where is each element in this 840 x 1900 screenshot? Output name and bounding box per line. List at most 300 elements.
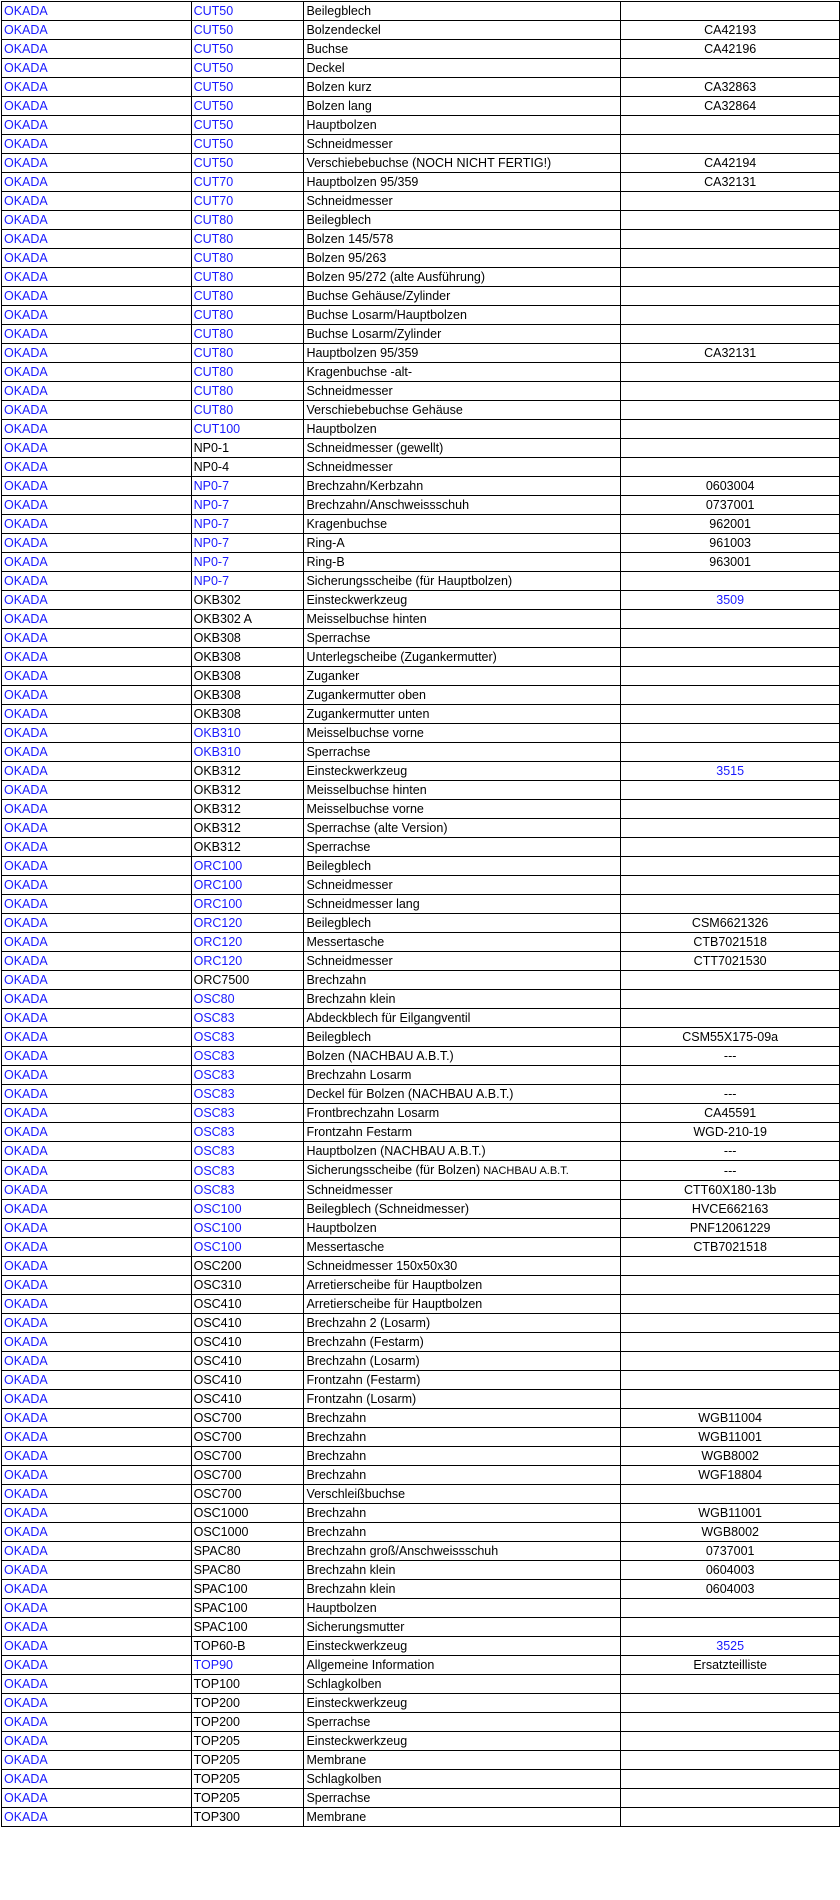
part-name: Deckel für Bolzen (NACHBAU A.B.T.) — [306, 1087, 514, 1101]
table-row — [2, 477, 840, 496]
model-cell: OKB302 A — [191, 610, 304, 629]
part-name-cell — [304, 1161, 621, 1181]
maker-link[interactable]: OKADA — [2, 1104, 192, 1123]
part-name-cell — [304, 439, 621, 458]
parts-table — [1, 1, 840, 1827]
maker-link[interactable]: OKADA — [2, 1580, 192, 1599]
part-name: Hauptbolzen — [306, 422, 377, 436]
reference-cell — [621, 135, 840, 154]
maker-link[interactable]: OKADA — [2, 97, 192, 116]
maker-link[interactable]: OKADA — [2, 40, 192, 59]
model-link[interactable]: OSC83 — [191, 1066, 304, 1085]
part-name: Buchse — [306, 42, 349, 56]
maker-link[interactable]: OKADA — [2, 1123, 192, 1142]
maker-link[interactable]: OKADA — [2, 705, 192, 724]
maker-link[interactable]: OKADA — [2, 743, 192, 762]
model-cell: OSC200 — [191, 1257, 304, 1276]
model-cell: TOP205 — [191, 1751, 304, 1770]
part-name: Brechzahn — [306, 1411, 367, 1425]
model-link[interactable]: CUT80 — [191, 344, 304, 363]
table-row — [2, 1599, 840, 1618]
maker-link[interactable]: OKADA — [2, 230, 192, 249]
model-link[interactable]: CUT50 — [191, 97, 304, 116]
maker-link[interactable]: OKADA — [2, 1618, 192, 1637]
table-row — [2, 971, 840, 990]
reference-cell: --- — [621, 1161, 840, 1181]
part-name: Buchse Gehäuse/Zylinder — [306, 289, 451, 303]
model-link[interactable]: CUT50 — [191, 40, 304, 59]
maker-link[interactable]: OKADA — [2, 1561, 192, 1580]
maker-link[interactable]: OKADA — [2, 458, 192, 477]
table-row — [2, 1789, 840, 1808]
table-row — [2, 1276, 840, 1295]
part-name-cell — [304, 705, 621, 724]
maker-link[interactable]: OKADA — [2, 990, 192, 1009]
maker-link[interactable]: OKADA — [2, 781, 192, 800]
part-name-cell — [304, 1542, 621, 1561]
reference-cell — [621, 857, 840, 876]
model-link[interactable]: CUT50 — [191, 116, 304, 135]
table-row — [2, 1466, 840, 1485]
maker-link[interactable]: OKADA — [2, 21, 192, 40]
model-link[interactable]: CUT80 — [191, 211, 304, 230]
reference-cell — [621, 1713, 840, 1732]
model-link[interactable]: CUT70 — [191, 192, 304, 211]
part-name: Deckel — [306, 61, 345, 75]
maker-link[interactable]: OKADA — [2, 553, 192, 572]
part-name-cell — [304, 591, 621, 610]
reference-cell — [621, 1732, 840, 1751]
model-link[interactable]: NP0-7 — [191, 534, 304, 553]
model-link[interactable]: OKB310 — [191, 743, 304, 762]
model-link[interactable]: CUT80 — [191, 363, 304, 382]
maker-link[interactable]: OKADA — [2, 610, 192, 629]
maker-link[interactable]: OKADA — [2, 1523, 192, 1542]
model-cell: TOP100 — [191, 1675, 304, 1694]
maker-link[interactable]: OKADA — [2, 1314, 192, 1333]
part-name-cell — [304, 496, 621, 515]
table-row — [2, 21, 840, 40]
reference-cell: WGB11001 — [621, 1504, 840, 1523]
model-cell: OKB308 — [191, 705, 304, 724]
reference-cell — [621, 458, 840, 477]
maker-link[interactable]: OKADA — [2, 363, 192, 382]
part-name: Brechzahn Losarm — [306, 1068, 412, 1082]
maker-link[interactable]: OKADA — [2, 1161, 192, 1181]
model-link[interactable]: CUT50 — [191, 59, 304, 78]
reference-cell — [621, 1618, 840, 1637]
maker-link[interactable]: OKADA — [2, 800, 192, 819]
model-link[interactable]: CUT100 — [191, 420, 304, 439]
model-link[interactable]: NP0-7 — [191, 496, 304, 515]
model-link[interactable]: ORC120 — [191, 952, 304, 971]
maker-link[interactable]: OKADA — [2, 135, 192, 154]
maker-link[interactable]: OKADA — [2, 838, 192, 857]
reference-cell — [621, 211, 840, 230]
model-link[interactable]: OSC100 — [191, 1238, 304, 1257]
table-row — [2, 230, 840, 249]
maker-link[interactable]: OKADA — [2, 1713, 192, 1732]
table-row — [2, 1371, 840, 1390]
table-row — [2, 1637, 840, 1656]
maker-link[interactable]: OKADA — [2, 344, 192, 363]
reference-cell: CTB7021518 — [621, 1238, 840, 1257]
table-row — [2, 1713, 840, 1732]
model-link[interactable]: CUT50 — [191, 154, 304, 173]
reference-cell: Ersatzteilliste — [621, 1656, 840, 1675]
maker-link[interactable]: OKADA — [2, 1789, 192, 1808]
model-link[interactable]: CUT50 — [191, 2, 304, 21]
maker-link[interactable]: OKADA — [2, 1808, 192, 1827]
reference-cell: 961003 — [621, 534, 840, 553]
maker-link[interactable]: OKADA — [2, 1009, 192, 1028]
table-row — [2, 572, 840, 591]
reference-cell: CTT60X180-13b — [621, 1181, 840, 1200]
reference-cell — [621, 895, 840, 914]
maker-link[interactable]: OKADA — [2, 401, 192, 420]
maker-link[interactable]: OKADA — [2, 1257, 192, 1276]
maker-link[interactable]: OKADA — [2, 648, 192, 667]
model-link[interactable]: NP0-7 — [191, 553, 304, 572]
reference-cell: 0604003 — [621, 1561, 840, 1580]
table-row — [2, 1028, 840, 1047]
maker-link[interactable]: OKADA — [2, 116, 192, 135]
maker-link[interactable]: OKADA — [2, 895, 192, 914]
maker-link[interactable]: OKADA — [2, 1142, 192, 1161]
part-name: Frontzahn (Festarm) — [306, 1373, 421, 1387]
table-row — [2, 705, 840, 724]
table-row — [2, 1770, 840, 1789]
part-name-cell — [304, 1104, 621, 1123]
part-name: Sicherungsmutter — [306, 1620, 405, 1634]
model-link[interactable]: ORC100 — [191, 895, 304, 914]
part-name-cell — [304, 1675, 621, 1694]
model-link[interactable]: OKB310 — [191, 724, 304, 743]
part-name: Ring-A — [306, 536, 345, 550]
maker-link[interactable]: OKADA — [2, 1085, 192, 1104]
maker-link[interactable]: OKADA — [2, 1542, 192, 1561]
maker-link[interactable]: OKADA — [2, 629, 192, 648]
maker-link[interactable]: OKADA — [2, 1751, 192, 1770]
model-link[interactable]: OSC83 — [191, 1123, 304, 1142]
model-link[interactable]: TOP90 — [191, 1656, 304, 1675]
maker-link[interactable]: OKADA — [2, 173, 192, 192]
reference-cell: CA32864 — [621, 97, 840, 116]
maker-link[interactable]: OKADA — [2, 1028, 192, 1047]
part-name: Einsteckwerkzeug — [306, 1696, 408, 1710]
reference-cell: 0604003 — [621, 1580, 840, 1599]
maker-link[interactable]: OKADA — [2, 382, 192, 401]
model-cell: OKB302 — [191, 591, 304, 610]
part-name: Messertasche — [306, 1240, 385, 1254]
maker-link[interactable]: OKADA — [2, 724, 192, 743]
part-name: Zuganker — [306, 669, 360, 683]
maker-link[interactable]: OKADA — [2, 1656, 192, 1675]
maker-link[interactable]: OKADA — [2, 1599, 192, 1618]
reference-cell — [621, 990, 840, 1009]
maker-link[interactable]: OKADA — [2, 496, 192, 515]
model-link[interactable]: OSC83 — [191, 1104, 304, 1123]
maker-link[interactable]: OKADA — [2, 1200, 192, 1219]
table-row — [2, 192, 840, 211]
part-name-cell — [304, 1599, 621, 1618]
maker-link[interactable]: OKADA — [2, 857, 192, 876]
part-name: Arretierscheibe für Hauptbolzen — [306, 1297, 483, 1311]
maker-link[interactable]: OKADA — [2, 1390, 192, 1409]
reference-cell: CA42193 — [621, 21, 840, 40]
maker-link[interactable]: OKADA — [2, 249, 192, 268]
reference-cell — [621, 1066, 840, 1085]
model-link[interactable]: CUT80 — [191, 230, 304, 249]
reference-cell: 0737001 — [621, 1542, 840, 1561]
part-name-cell — [304, 1047, 621, 1066]
model-cell: OKB308 — [191, 667, 304, 686]
part-name: Zugankermutter unten — [306, 707, 430, 721]
maker-link[interactable]: OKADA — [2, 1181, 192, 1200]
part-name: Brechzahn/Anschweissschuh — [306, 498, 470, 512]
table-row — [2, 1808, 840, 1827]
maker-link[interactable]: OKADA — [2, 268, 192, 287]
reference-cell: CTT7021530 — [621, 952, 840, 971]
maker-link[interactable]: OKADA — [2, 1295, 192, 1314]
model-link[interactable]: CUT80 — [191, 306, 304, 325]
part-name: Verschleißbuchse — [306, 1487, 406, 1501]
part-name: Sperrachse — [306, 631, 371, 645]
maker-link[interactable]: OKADA — [2, 1066, 192, 1085]
reference-cell — [621, 439, 840, 458]
part-name: Schlagkolben — [306, 1677, 382, 1691]
maker-link[interactable]: OKADA — [2, 572, 192, 591]
part-name-cell — [304, 629, 621, 648]
table-row — [2, 1333, 840, 1352]
part-name-cell — [304, 1637, 621, 1656]
maker-link[interactable]: OKADA — [2, 211, 192, 230]
model-cell: OSC310 — [191, 1276, 304, 1295]
table-row — [2, 287, 840, 306]
model-link[interactable]: CUT80 — [191, 382, 304, 401]
maker-link[interactable]: OKADA — [2, 1675, 192, 1694]
table-row — [2, 591, 840, 610]
table-row — [2, 249, 840, 268]
maker-link[interactable]: OKADA — [2, 287, 192, 306]
maker-link[interactable]: OKADA — [2, 325, 192, 344]
reference-cell — [621, 1675, 840, 1694]
maker-link[interactable]: OKADA — [2, 1504, 192, 1523]
maker-link[interactable]: OKADA — [2, 192, 192, 211]
maker-link[interactable]: OKADA — [2, 1047, 192, 1066]
model-link[interactable]: OSC100 — [191, 1200, 304, 1219]
maker-link[interactable]: OKADA — [2, 819, 192, 838]
model-link[interactable]: CUT50 — [191, 135, 304, 154]
maker-link[interactable]: OKADA — [2, 306, 192, 325]
maker-link[interactable]: OKADA — [2, 591, 192, 610]
model-link[interactable]: NP0-7 — [191, 515, 304, 534]
reference-cell: CA32131 — [621, 344, 840, 363]
model-link[interactable]: OSC83 — [191, 1161, 304, 1181]
maker-link[interactable]: OKADA — [2, 1637, 192, 1656]
reference-cell: CA42196 — [621, 40, 840, 59]
maker-link[interactable]: OKADA — [2, 477, 192, 496]
maker-link[interactable]: OKADA — [2, 1694, 192, 1713]
maker-link[interactable]: OKADA — [2, 1238, 192, 1257]
part-name-cell — [304, 192, 621, 211]
table-row — [2, 325, 840, 344]
maker-link[interactable]: OKADA — [2, 1352, 192, 1371]
reference-cell — [621, 648, 840, 667]
maker-link[interactable]: OKADA — [2, 971, 192, 990]
part-name-cell — [304, 534, 621, 553]
model-link[interactable]: ORC100 — [191, 876, 304, 895]
reference-cell — [621, 401, 840, 420]
maker-link[interactable]: OKADA — [2, 1447, 192, 1466]
maker-link[interactable]: OKADA — [2, 1409, 192, 1428]
table-row — [2, 952, 840, 971]
maker-link[interactable]: OKADA — [2, 1466, 192, 1485]
part-name-cell — [304, 173, 621, 192]
reference-cell: CA32131 — [621, 173, 840, 192]
model-cell: TOP300 — [191, 1808, 304, 1827]
maker-link[interactable]: OKADA — [2, 439, 192, 458]
part-name: Beilegblech — [306, 213, 372, 227]
maker-link[interactable]: OKADA — [2, 1770, 192, 1789]
model-link[interactable]: OSC83 — [191, 1142, 304, 1161]
model-link[interactable]: OSC83 — [191, 1009, 304, 1028]
maker-link[interactable]: OKADA — [2, 952, 192, 971]
table-row — [2, 876, 840, 895]
part-name-cell — [304, 1200, 621, 1219]
part-name-cell — [304, 477, 621, 496]
model-link[interactable]: ORC100 — [191, 857, 304, 876]
model-link[interactable]: CUT50 — [191, 21, 304, 40]
part-name-cell — [304, 1428, 621, 1447]
maker-link[interactable]: OKADA — [2, 78, 192, 97]
maker-link[interactable]: OKADA — [2, 1428, 192, 1447]
model-link[interactable]: OSC83 — [191, 1085, 304, 1104]
maker-link[interactable]: OKADA — [2, 1485, 192, 1504]
model-cell: OKB308 — [191, 629, 304, 648]
part-name: Hauptbolzen 95/359 — [306, 346, 419, 360]
part-name-cell — [304, 1523, 621, 1542]
model-link[interactable]: OSC83 — [191, 1047, 304, 1066]
model-link[interactable]: OSC80 — [191, 990, 304, 1009]
part-name: Kragenbuchse -alt- — [306, 365, 413, 379]
part-name: Kragenbuchse — [306, 517, 388, 531]
maker-link[interactable]: OKADA — [2, 59, 192, 78]
maker-link[interactable]: OKADA — [2, 1333, 192, 1352]
part-name: Sicherungsscheibe (für Hauptbolzen) — [306, 574, 513, 588]
table-row — [2, 439, 840, 458]
model-link[interactable]: CUT80 — [191, 325, 304, 344]
reference-cell: WGB8002 — [621, 1523, 840, 1542]
model-link[interactable]: CUT70 — [191, 173, 304, 192]
table-row — [2, 116, 840, 135]
part-name: Bolzen kurz — [306, 80, 372, 94]
part-name: Beilegblech — [306, 4, 372, 18]
maker-link[interactable]: OKADA — [2, 876, 192, 895]
part-name-cell — [304, 1409, 621, 1428]
table-row — [2, 553, 840, 572]
reference-cell: CSM6621326 — [621, 914, 840, 933]
maker-link[interactable]: OKADA — [2, 1732, 192, 1751]
model-link[interactable]: CUT80 — [191, 268, 304, 287]
maker-link[interactable]: OKADA — [2, 420, 192, 439]
reference-link[interactable]: 3509 — [621, 591, 840, 610]
reference-cell — [621, 1314, 840, 1333]
maker-link[interactable]: OKADA — [2, 2, 192, 21]
maker-link[interactable]: OKADA — [2, 154, 192, 173]
model-link[interactable]: OSC100 — [191, 1219, 304, 1238]
part-name-cell — [304, 2, 621, 21]
maker-link[interactable]: OKADA — [2, 762, 192, 781]
part-name-cell — [304, 59, 621, 78]
part-name-cell — [304, 1085, 621, 1104]
model-link[interactable]: ORC120 — [191, 933, 304, 952]
maker-link[interactable]: OKADA — [2, 686, 192, 705]
part-name-cell — [304, 344, 621, 363]
table-row — [2, 1561, 840, 1580]
model-link[interactable]: OSC83 — [191, 1028, 304, 1047]
part-name: Sperrachse — [306, 840, 371, 854]
reference-cell — [621, 1751, 840, 1770]
model-link[interactable]: CUT80 — [191, 249, 304, 268]
part-name: Hauptbolzen (NACHBAU A.B.T.) — [306, 1144, 486, 1158]
model-link[interactable]: NP0-7 — [191, 572, 304, 591]
reference-cell: --- — [621, 1047, 840, 1066]
model-cell: SPAC80 — [191, 1542, 304, 1561]
reference-link[interactable]: 3515 — [621, 762, 840, 781]
maker-link[interactable]: OKADA — [2, 1371, 192, 1390]
table-row — [2, 97, 840, 116]
reference-cell: 962001 — [621, 515, 840, 534]
part-name-cell — [304, 420, 621, 439]
maker-link[interactable]: OKADA — [2, 1219, 192, 1238]
model-link[interactable]: CUT50 — [191, 78, 304, 97]
part-name: Schneidmesser — [306, 137, 393, 151]
model-link[interactable]: ORC120 — [191, 914, 304, 933]
model-cell: SPAC80 — [191, 1561, 304, 1580]
maker-link[interactable]: OKADA — [2, 534, 192, 553]
model-link[interactable]: CUT80 — [191, 401, 304, 420]
part-name: Beilegblech — [306, 1030, 372, 1044]
part-name-cell — [304, 1390, 621, 1409]
reference-cell: PNF12061229 — [621, 1219, 840, 1238]
model-cell: OSC700 — [191, 1428, 304, 1447]
reference-cell: --- — [621, 1085, 840, 1104]
part-name: Beilegblech — [306, 916, 372, 930]
reference-cell: 0737001 — [621, 496, 840, 515]
reference-cell — [621, 116, 840, 135]
part-name: Allgemeine Information — [306, 1658, 435, 1672]
model-link[interactable]: NP0-7 — [191, 477, 304, 496]
table-row — [2, 1523, 840, 1542]
model-link[interactable]: OSC83 — [191, 1181, 304, 1200]
reference-cell — [621, 1295, 840, 1314]
part-name-cell — [304, 1732, 621, 1751]
reference-cell — [621, 971, 840, 990]
maker-link[interactable]: OKADA — [2, 914, 192, 933]
table-row — [2, 686, 840, 705]
maker-link[interactable]: OKADA — [2, 933, 192, 952]
model-link[interactable]: CUT80 — [191, 287, 304, 306]
maker-link[interactable]: OKADA — [2, 667, 192, 686]
reference-link[interactable]: 3525 — [621, 1637, 840, 1656]
maker-link[interactable]: OKADA — [2, 515, 192, 534]
part-name-cell — [304, 686, 621, 705]
part-name: Frontzahn Festarm — [306, 1125, 413, 1139]
part-name: Hauptbolzen — [306, 1221, 377, 1235]
reference-cell — [621, 781, 840, 800]
maker-link[interactable]: OKADA — [2, 1276, 192, 1295]
